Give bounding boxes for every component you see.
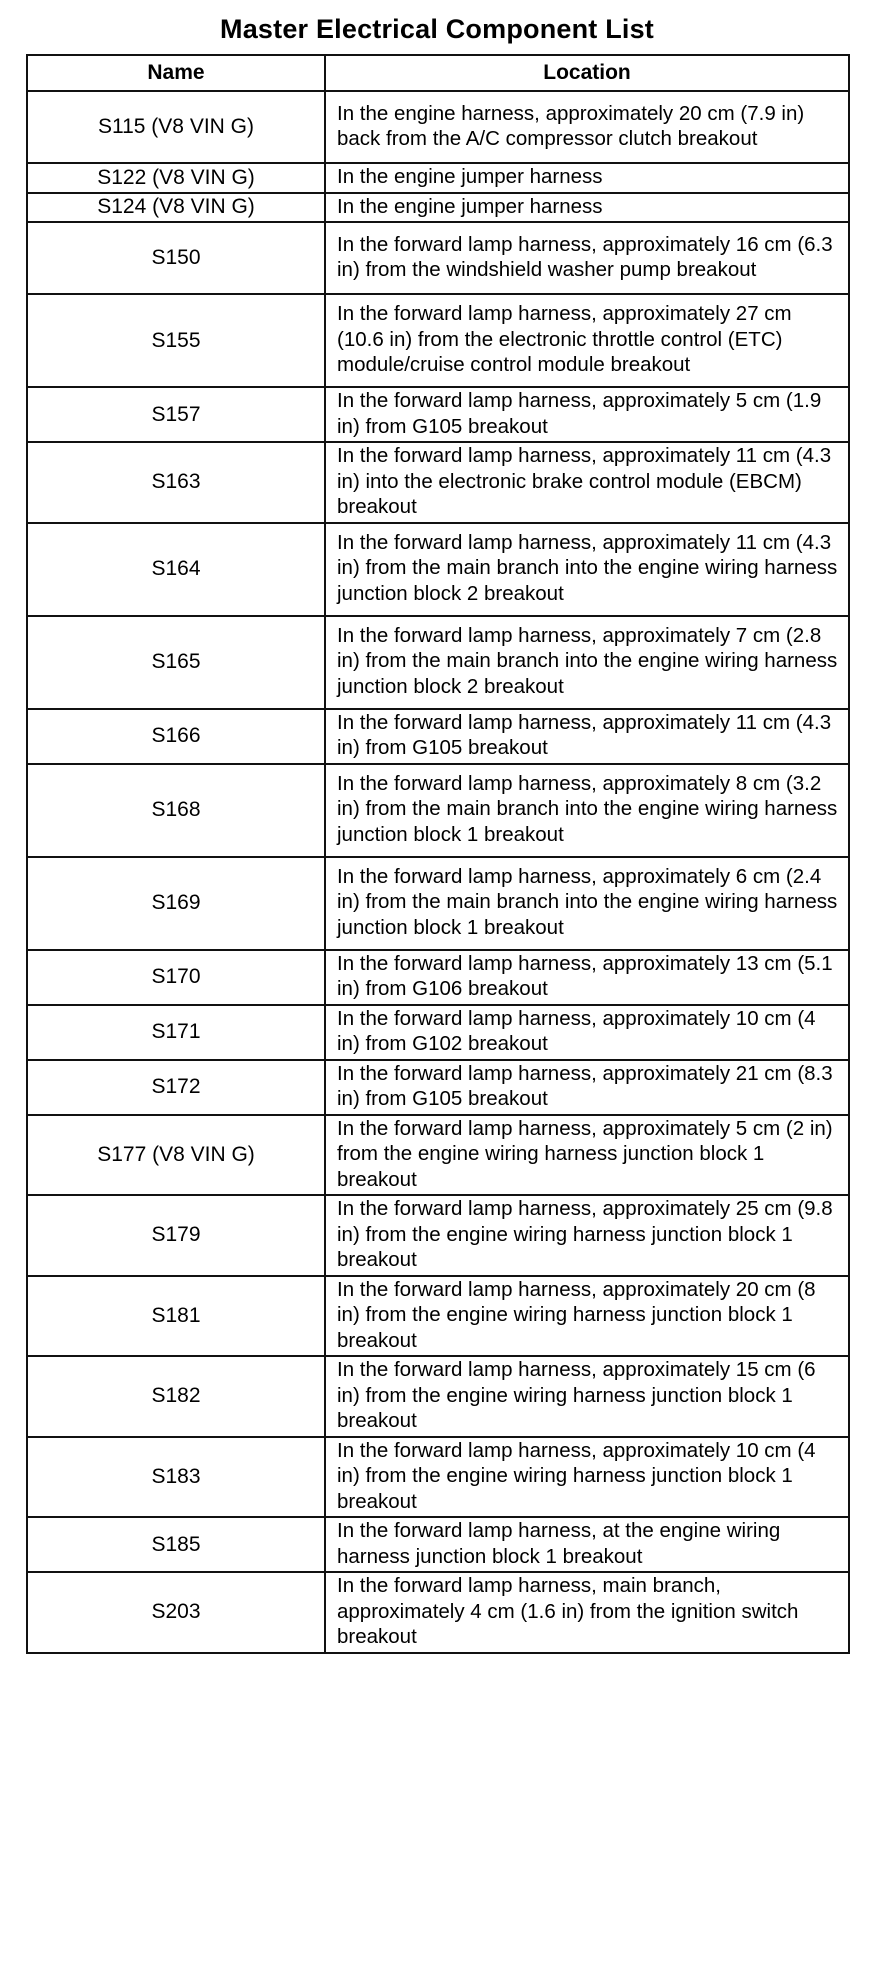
table-row [27,764,849,857]
component-location-cell: In the forward lamp harness, approximately 6 cm (2.4 in) from the main branch into the engine wiring harness junction block 1 breakout [325,857,849,950]
table-row [27,294,849,387]
component-location-cell: In the forward lamp harness, approximately 10 cm (4 in) from the engine wiring harness junction block 1 breakout [325,1437,849,1518]
component-name-cell: S181 [27,1276,325,1357]
component-name-cell: S185 [27,1517,325,1572]
component-location-cell: In the forward lamp harness, approximately 21 cm (8.3 in) from G105 breakout [325,1060,849,1115]
component-name-cell: S171 [27,1005,325,1060]
component-location-cell: In the forward lamp harness, approximately 11 cm (4.3 in) into the electronic brake control module (EBCM) breakout [325,442,849,523]
component-name-cell: S164 [27,523,325,616]
component-name-cell: S124 (V8 VIN G) [27,193,325,223]
column-header-name: Name [27,55,325,91]
table-row [27,1356,849,1437]
component-name-cell: S122 (V8 VIN G) [27,163,325,193]
table-body [27,91,849,1653]
component-name-cell: S166 [27,709,325,764]
table-row [27,1437,849,1518]
table-row [27,950,849,1005]
document-title: Master Electrical Component List [220,14,654,44]
table-row [27,91,849,163]
component-location-cell: In the forward lamp harness, approximately 11 cm (4.3 in) from G105 breakout [325,709,849,764]
table-row [27,1060,849,1115]
component-name-cell: S179 [27,1195,325,1276]
component-location-cell: In the forward lamp harness, at the engine wiring harness junction block 1 breakout [325,1517,849,1572]
component-location-cell: In the forward lamp harness, approximately 20 cm (8 in) from the engine wiring harness junction block 1 breakout [325,1276,849,1357]
component-location-cell: In the forward lamp harness, approximately 15 cm (6 in) from the engine wiring harness junction block 1 breakout [325,1356,849,1437]
component-location-cell: In the forward lamp harness, approximately 10 cm (4 in) from G102 breakout [325,1005,849,1060]
component-location-cell: In the forward lamp harness, main branch, approximately 4 cm (1.6 in) from the ignition switch breakout [325,1572,849,1653]
component-location-cell: In the engine harness, approximately 20 cm (7.9 in) back from the A/C compressor clutch breakout [325,91,849,163]
table-row [27,857,849,950]
component-name-cell: S163 [27,442,325,523]
column-header-location: Location [325,55,849,91]
table-row [27,1517,849,1572]
component-name-cell: S170 [27,950,325,1005]
table-row [27,1276,849,1357]
component-name-cell: S182 [27,1356,325,1437]
component-name-cell: S150 [27,222,325,294]
component-name-cell: S169 [27,857,325,950]
table-row [27,1572,849,1653]
component-location-cell: In the forward lamp harness, approximately 5 cm (1.9 in) from G105 breakout [325,387,849,442]
component-table [26,54,850,1654]
table-row [27,709,849,764]
table-header-row [27,55,849,91]
component-name-cell: S155 [27,294,325,387]
table-row [27,387,849,442]
component-location-cell: In the forward lamp harness, approximately 13 cm (5.1 in) from G106 breakout [325,950,849,1005]
component-name-cell: S115 (V8 VIN G) [27,91,325,163]
component-location-cell: In the forward lamp harness, approximately 25 cm (9.8 in) from the engine wiring harness junction block 1 breakout [325,1195,849,1276]
component-name-cell: S183 [27,1437,325,1518]
component-name-cell: S165 [27,616,325,709]
table-row [27,523,849,616]
table-row [27,1195,849,1276]
table-row [27,616,849,709]
component-location-cell: In the forward lamp harness, approximately 11 cm (4.3 in) from the main branch into the engine wiring harness junction block 2 breakout [325,523,849,616]
table-row [27,442,849,523]
component-location-cell: In the engine jumper harness [325,193,849,223]
table-row [27,193,849,223]
table-row [27,1005,849,1060]
component-location-cell: In the forward lamp harness, approximately 27 cm (10.6 in) from the electronic throttle control (ETC) module/cruise control module breakout [325,294,849,387]
table-row [27,222,849,294]
component-location-cell: In the forward lamp harness, approximately 8 cm (3.2 in) from the main branch into the engine wiring harness junction block 1 breakout [325,764,849,857]
component-location-cell: In the engine jumper harness [325,163,849,193]
component-name-cell: S203 [27,1572,325,1653]
table-row [27,1115,849,1196]
component-name-cell: S172 [27,1060,325,1115]
component-name-cell: S168 [27,764,325,857]
component-location-cell: In the forward lamp harness, approximately 7 cm (2.8 in) from the main branch into the engine wiring harness junction block 2 breakout [325,616,849,709]
component-location-cell: In the forward lamp harness, approximately 5 cm (2 in) from the engine wiring harness junction block 1 breakout [325,1115,849,1196]
component-location-cell: In the forward lamp harness, approximately 16 cm (6.3 in) from the windshield washer pump breakout [325,222,849,294]
component-name-cell: S157 [27,387,325,442]
table-row [27,163,849,193]
component-name-cell: S177 (V8 VIN G) [27,1115,325,1196]
